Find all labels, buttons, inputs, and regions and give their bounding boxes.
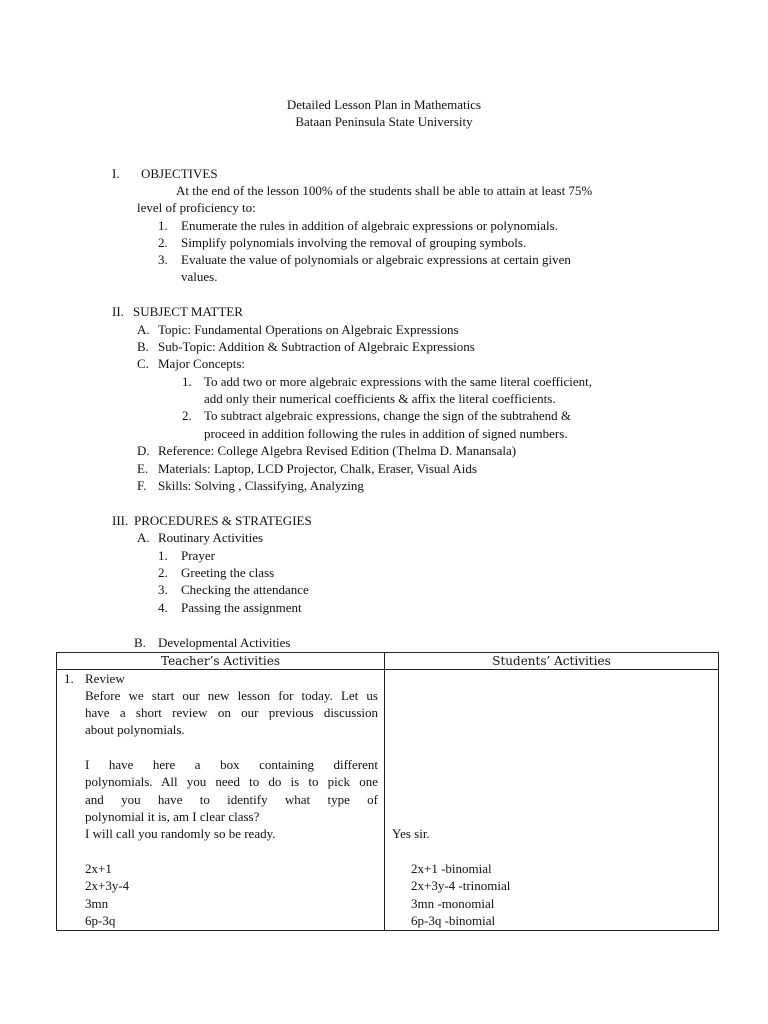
objective-2-number: 2.	[158, 235, 168, 250]
objective-3-text: Evaluate the value of polynomials or algebraic expressions at certain given	[181, 252, 571, 267]
developmental-activities-table	[56, 652, 719, 931]
routinary-text: Routinary Activities	[158, 530, 264, 545]
teacher-line: I will call you randomly so be ready.	[85, 826, 276, 841]
subject-matter-number: II.	[112, 304, 124, 319]
concept-2-number: 2.	[182, 408, 192, 423]
developmental-letter: B.	[134, 635, 146, 650]
developmental-text: Developmental Activities	[158, 635, 291, 650]
routinary-2-number: 2.	[158, 565, 168, 580]
reference-letter: D.	[137, 443, 150, 458]
routinary-1-text: Prayer	[181, 548, 215, 563]
objective-3-number: 3.	[158, 252, 168, 267]
teacher-line: about polynomials.	[85, 722, 185, 737]
materials-letter: E.	[137, 461, 149, 476]
skills-text: Skills: Solving , Classifying, Analyzing	[158, 478, 364, 493]
concept-1-number: 1.	[182, 374, 192, 389]
polynomial-expression: 2x+1	[85, 861, 112, 876]
teacher-line: polynomials. All you need to do is to pick one	[85, 774, 378, 789]
concept-1-text-cont: add only their numerical coefficients & affix the literal coefficients.	[204, 391, 556, 406]
routinary-letter: A.	[137, 530, 150, 545]
polynomial-expression: 2x+3y-4	[85, 878, 130, 893]
concepts-letter: C.	[137, 356, 149, 371]
teacher-line: I have here a box containing different	[85, 757, 378, 772]
polynomial-expression: 3mn	[85, 896, 109, 911]
objective-2-text: Simplify polynomials involving the removal of grouping symbols.	[181, 235, 527, 250]
subject-matter-heading: SUBJECT MATTER	[133, 304, 243, 319]
procedures-number: III.	[112, 513, 129, 528]
polynomial-expression: 6p-3q	[85, 913, 116, 928]
review-number: 1.	[64, 671, 74, 686]
concept-2-text-cont: proceed in addition following the rules in addition of signed numbers.	[204, 426, 568, 441]
reference-text: Reference: College Algebra Revised Edition (Thelma D. Manansala)	[158, 443, 517, 458]
objectives-number: I.	[112, 166, 120, 181]
students-activities-header: Students’ Activities	[385, 653, 719, 670]
university-name: Bataan Peninsula State University	[295, 114, 473, 129]
concept-2-text: To subtract algebraic expressions, change the sign of the subtrahend &	[204, 408, 571, 423]
topic-letter: A.	[137, 322, 150, 337]
students-activities-cell	[385, 670, 719, 931]
table-header-row	[57, 653, 719, 670]
teacher-line: and you have to identify what type of	[85, 792, 378, 807]
materials-text: Materials: Laptop, LCD Projector, Chalk, Eraser, Visual Aids	[158, 461, 477, 476]
objectives-intro-line2: level of proficiency to:	[137, 200, 256, 215]
review-title: Review	[85, 671, 125, 686]
routinary-3-text: Checking the attendance	[181, 582, 309, 597]
student-answer: 2x+3y-4 -trinomial	[411, 878, 511, 893]
subtopic-letter: B.	[137, 339, 149, 354]
procedures-heading: PROCEDURES & STRATEGIES	[134, 513, 312, 528]
routinary-3-number: 3.	[158, 582, 168, 597]
student-answer: 6p-3q -binomial	[411, 913, 496, 928]
skills-letter: F.	[137, 478, 147, 493]
student-answer: 2x+1 -binomial	[411, 861, 492, 876]
routinary-1-number: 1.	[158, 548, 168, 563]
student-answer: 3mn -monomial	[411, 896, 495, 911]
teacher-line: polynomial it is, am I clear class?	[85, 809, 260, 824]
concepts-text: Major Concepts:	[158, 356, 246, 371]
objectives-intro-line1: At the end of the lesson 100% of the students shall be able to attain at least 75%	[176, 183, 593, 198]
objective-1-text: Enumerate the rules in addition of algebraic expressions or polynomials.	[181, 218, 558, 233]
teacher-activities-cell	[57, 670, 385, 931]
routinary-4-number: 4.	[158, 600, 168, 615]
teacher-line: Before we start our new lesson for today. Let us	[85, 688, 378, 703]
document-title: Detailed Lesson Plan in Mathematics	[286, 97, 482, 112]
routinary-2-text: Greeting the class	[181, 565, 275, 580]
topic-text: Topic: Fundamental Operations on Algebraic Expressions	[158, 322, 459, 337]
routinary-4-text: Passing the assignment	[181, 600, 302, 615]
objectives-heading: OBJECTIVES	[141, 166, 218, 181]
objective-1-number: 1.	[158, 218, 168, 233]
student-reply: Yes sir.	[392, 826, 430, 841]
concept-1-text: To add two or more algebraic expressions with the same literal coefficient,	[204, 374, 592, 389]
teacher-activities-header: Teacher’s Activities	[57, 653, 385, 670]
table-row	[57, 670, 719, 931]
subtopic-text: Sub-Topic: Addition & Subtraction of Algebraic Expressions	[158, 339, 475, 354]
teacher-line: have a short review on our previous discussion	[85, 705, 378, 720]
objective-3-text-cont: values.	[181, 269, 218, 284]
